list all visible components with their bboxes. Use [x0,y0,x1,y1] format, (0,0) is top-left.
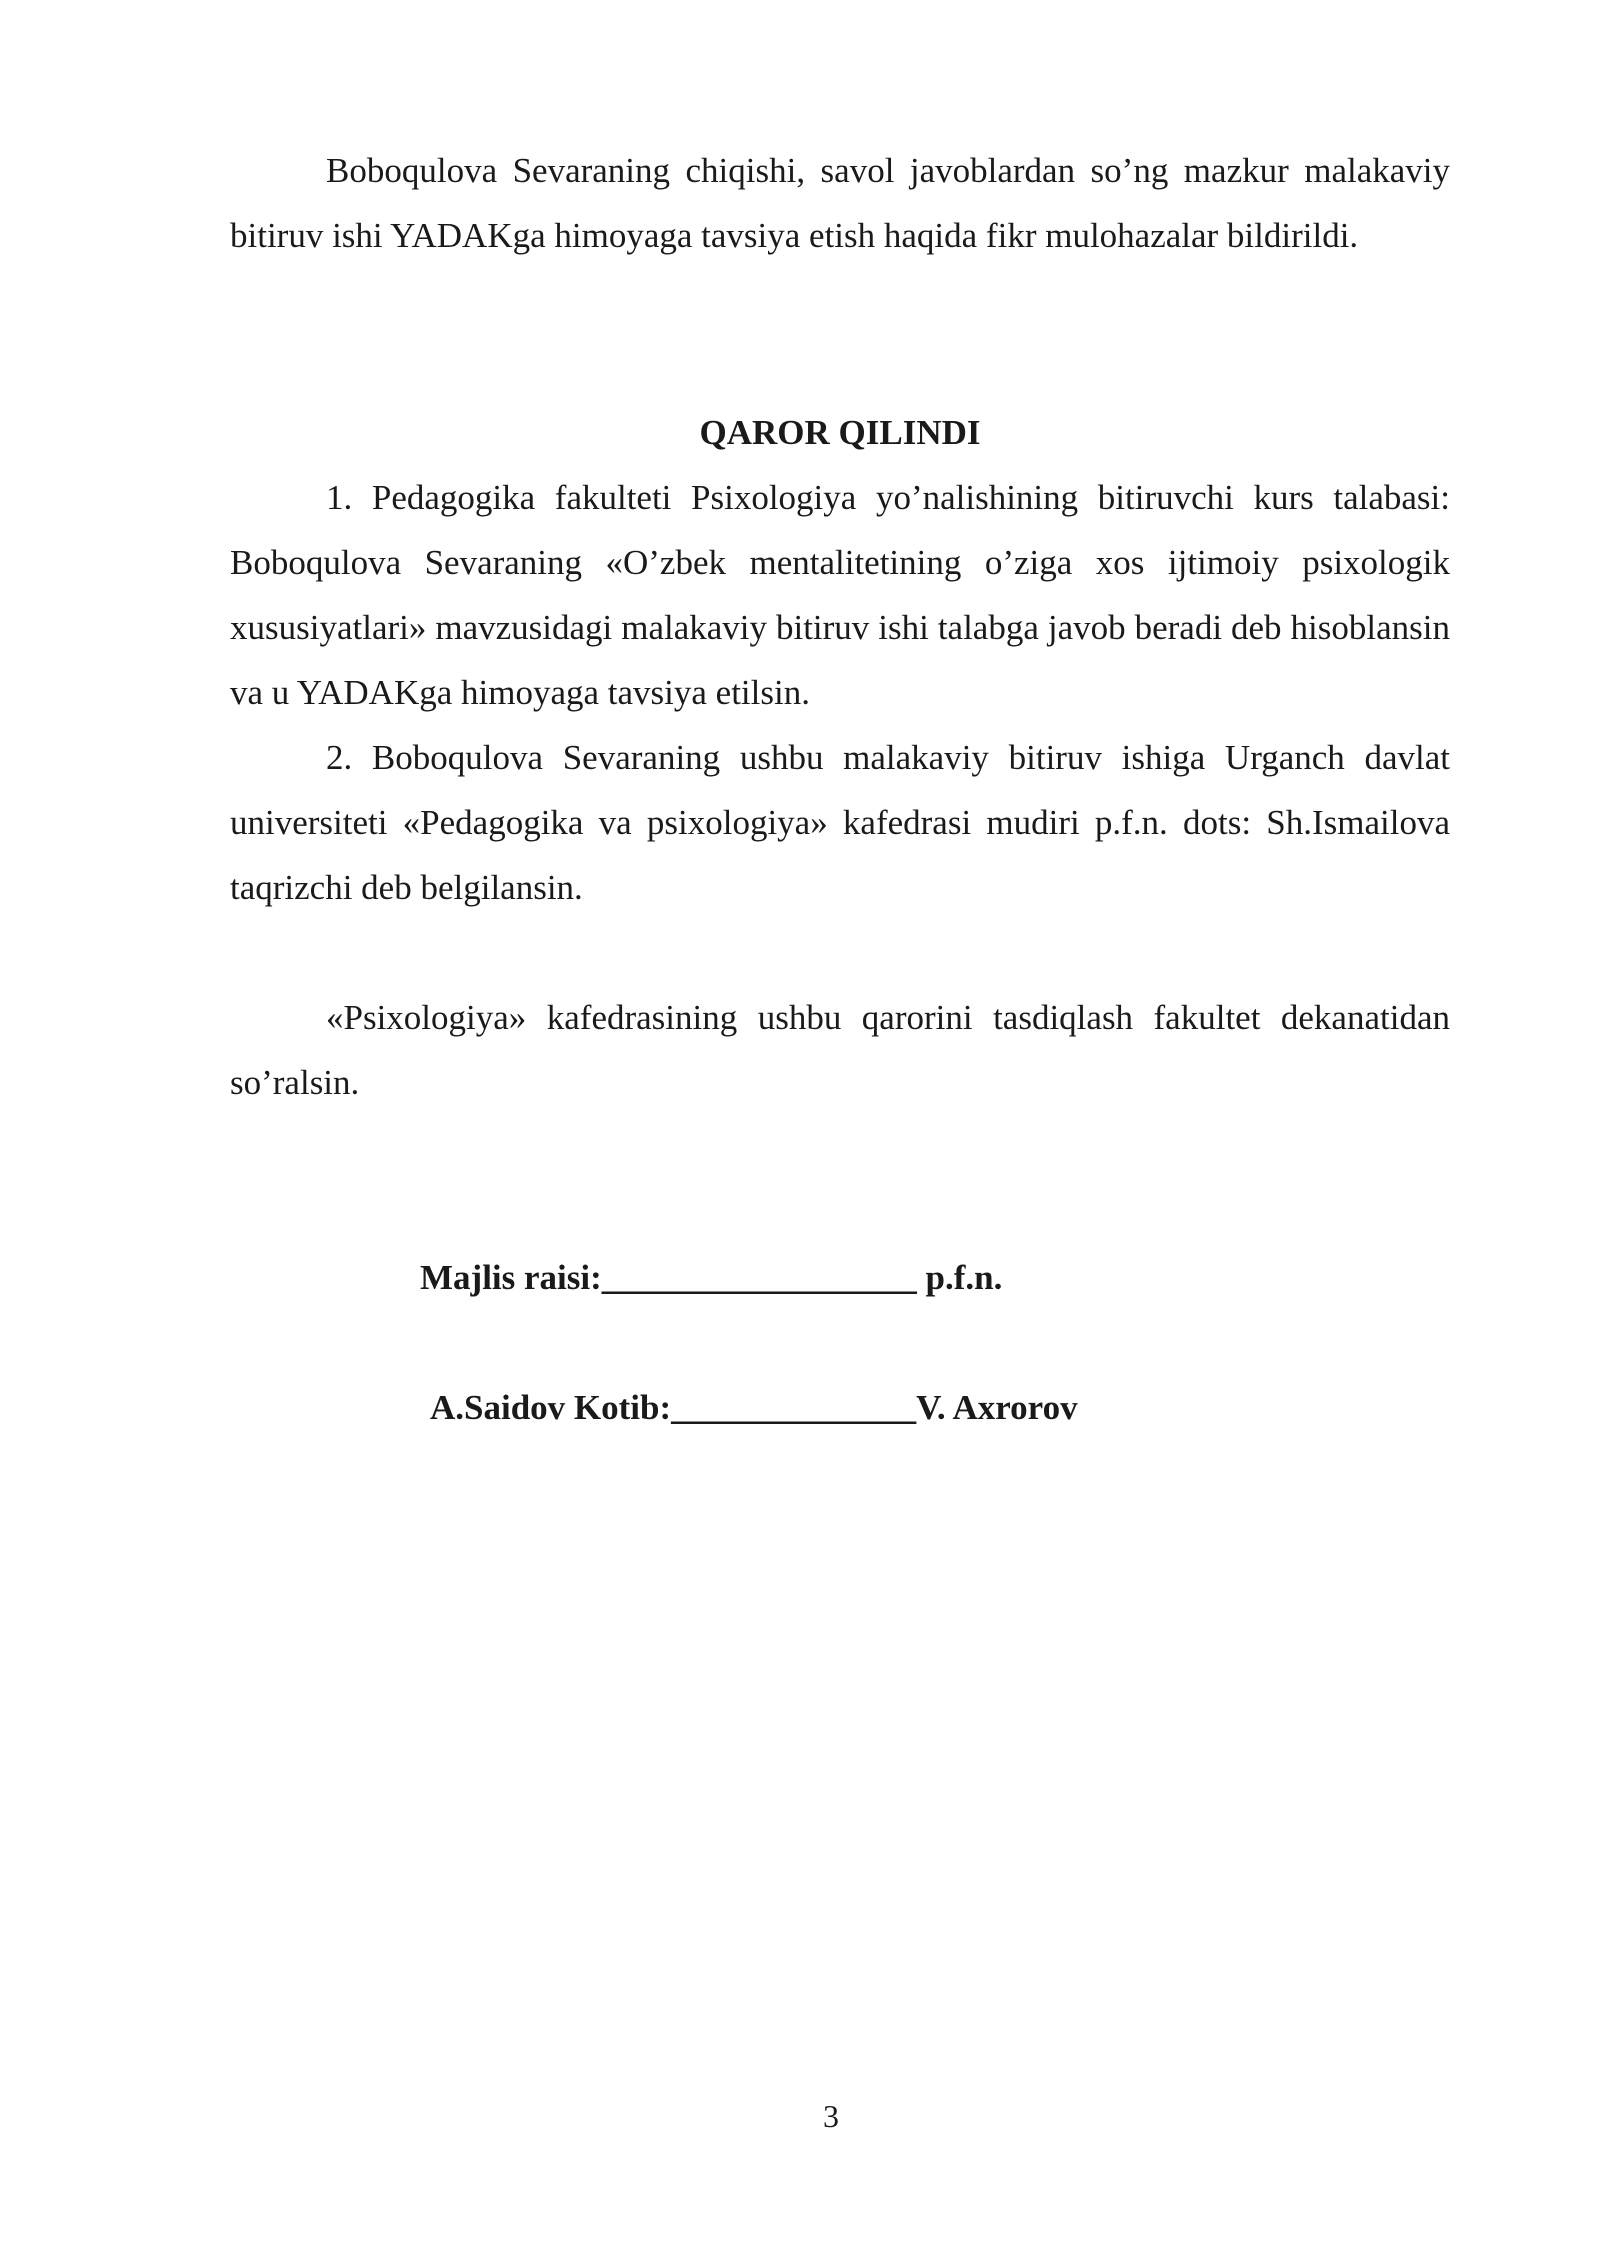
decision-list [230,465,1450,920]
secretary-signature-line: A.Saidov Kotib:______________V. Axrorov [430,1388,1078,1427]
request-block [230,985,1450,1115]
request-paragraph: «Psixologiya» kafedrasining ushbu qarorini tasdiqlash fakultet dekanatidan so’ralsin. [230,998,1450,1102]
decision-item-1: 1. Pedagogika fakulteti Psixologiya yo’nalishining bitiruvchi kurs talabasi: Boboqulova Sevaraning «O’zbek mentalitetining o’ziga xos ijtimoiy psixologik xususiyatlari» mavzusidagi malakaviy bitiruv ishi talabga javob beradi deb hisoblansin va u YADAKga himoyaga tavsiya etilsin. [230,478,1450,712]
chair-signature-line: Majlis raisi:__________________ p.f.n. [420,1258,1003,1297]
intro-paragraph: Boboqulova Sevaraning chiqishi, savol javoblardan so’ng mazkur malakaviy bitiruv ishi YADAKga himoyaga tavsiya etish haqida fikr mulohazalar bildirildi. [230,151,1450,255]
decision-item-2: 2. Boboqulova Sevaraning ushbu malakaviy bitiruv ishiga Urganch davlat universiteti «Pedagogika va psixologiya» kafedrasi mudiri p.f.n. dots: Sh.Ismailova taqrizchi deb belgilansin. [230,738,1450,907]
decision-heading: QAROR QILINDI [699,413,981,452]
intro-block [230,138,1450,268]
page-number: 3 [823,2098,839,2134]
